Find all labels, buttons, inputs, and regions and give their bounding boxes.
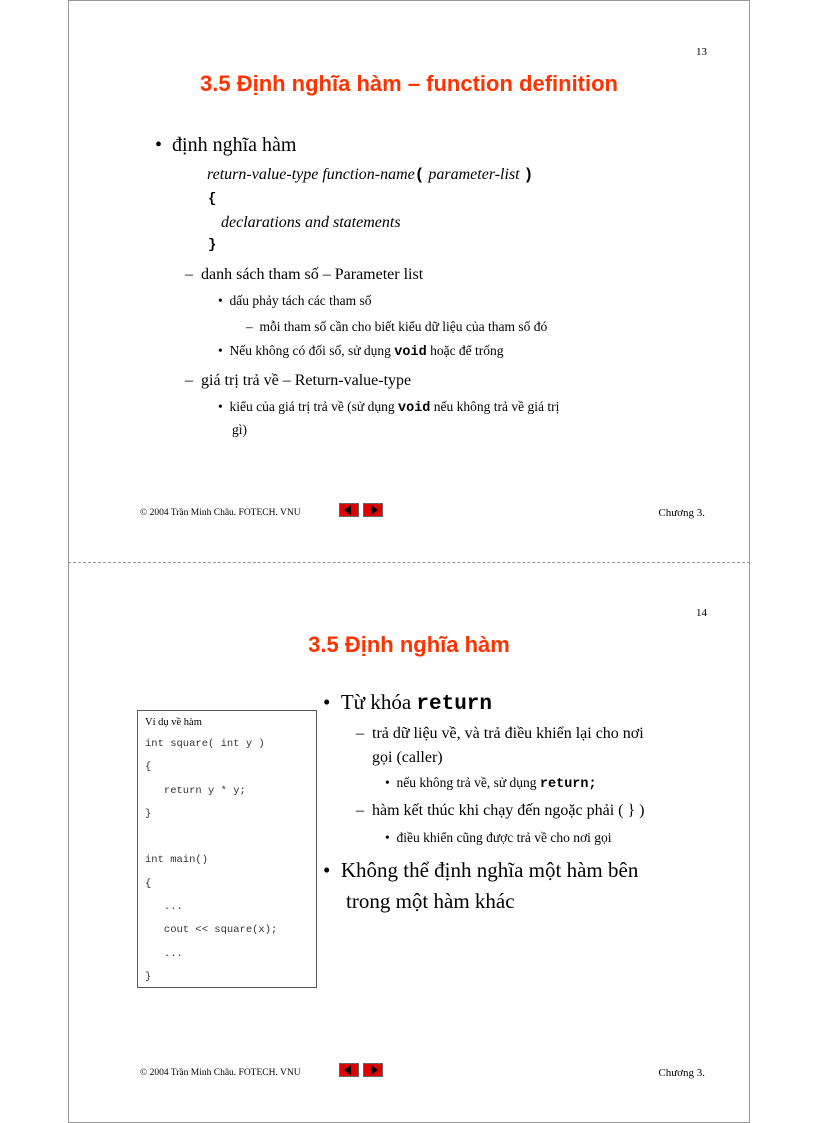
sub-bullet: – trả dữ liệu về, và trả điều khiển lại cho nơi <box>356 725 644 742</box>
slide-title: 3.5 Định nghĩa hàm – function definition <box>200 71 618 96</box>
footer-chapter: Chương 3. <box>658 507 705 519</box>
sub-sub-bullet-cont: gì) <box>232 422 247 437</box>
next-arrow-icon <box>364 504 382 516</box>
slide-14 <box>68 562 750 1123</box>
code-line: ... <box>145 947 183 960</box>
code-line: int main() <box>145 854 209 867</box>
slide-13 <box>68 0 750 563</box>
signature-line: return-value-type function-name( parameter-list ) <box>207 166 534 184</box>
next-button[interactable] <box>363 1063 383 1077</box>
bullet-level1: • định nghĩa hàm <box>155 134 297 156</box>
code-example-box <box>137 710 317 988</box>
sub-sub-bullet: • điều khiển cũng được trả về cho nơi gọi <box>385 830 612 845</box>
sub-sub-bullet: • nếu không trả về, sử dụng return; <box>385 775 597 792</box>
footer-copyright: © 2004 Trần Minh Châu. FOTECH. VNU <box>140 508 301 518</box>
sub-bullet-cont: gọi (caller) <box>372 749 443 766</box>
prev-button[interactable] <box>339 1063 359 1077</box>
bullet-level1: • Không thể định nghĩa một hàm bên <box>323 858 639 882</box>
prev-button[interactable] <box>339 503 359 517</box>
code-line: { <box>145 877 152 890</box>
code-line: } <box>145 970 152 983</box>
bullet-level1-cont: trong một hàm khác <box>346 889 515 913</box>
code-line: } <box>145 807 152 820</box>
prev-arrow-icon <box>340 1064 358 1076</box>
code-line: ... <box>145 901 183 914</box>
code-line: cout << square(x); <box>145 924 278 937</box>
sub-sub-bullet: • dấu phảy tách các tham số <box>218 293 372 308</box>
code-line: int square( int y ) <box>145 738 265 750</box>
sub-bullet: – hàm kết thúc khi chạy đến ngoặc phải ( } ) <box>356 802 645 819</box>
sub-bullet: – giá trị trả về – Return-value-type <box>185 372 412 389</box>
sub-sub-bullet: • kiểu của giá trị trả về (sử dụng void nếu không trả về giá trị <box>218 399 560 416</box>
next-button[interactable] <box>363 503 383 517</box>
sub-sub-bullet: • Nếu không có đối số, sử dụng void hoặc để trống <box>218 343 504 360</box>
code-line: { <box>145 761 152 774</box>
body-text: declarations and statements <box>221 214 401 231</box>
brace-close: } <box>208 237 217 253</box>
code-line <box>145 831 316 854</box>
page-number: 14 <box>696 607 707 619</box>
code-line: return y * y; <box>145 784 246 797</box>
footer-chapter: Chương 3. <box>658 1067 705 1079</box>
next-arrow-icon <box>364 1064 382 1076</box>
page-number: 13 <box>696 46 707 58</box>
brace-open: { <box>208 191 217 207</box>
sub-sub-sub-bullet: – mỗi tham số cần cho biết kiểu dữ liệu của tham số đó <box>246 319 548 334</box>
prev-arrow-icon <box>340 504 358 516</box>
code-lines <box>145 738 316 994</box>
sub-bullet: – danh sách tham số – Parameter list <box>185 266 424 283</box>
bullet-level1: • Từ khóa return <box>323 690 493 716</box>
code-caption: Ví dụ về hàm <box>145 717 202 728</box>
slide-title: 3.5 Định nghĩa hàm <box>308 632 510 657</box>
footer-copyright: © 2004 Trần Minh Châu. FOTECH. VNU <box>140 1068 301 1078</box>
